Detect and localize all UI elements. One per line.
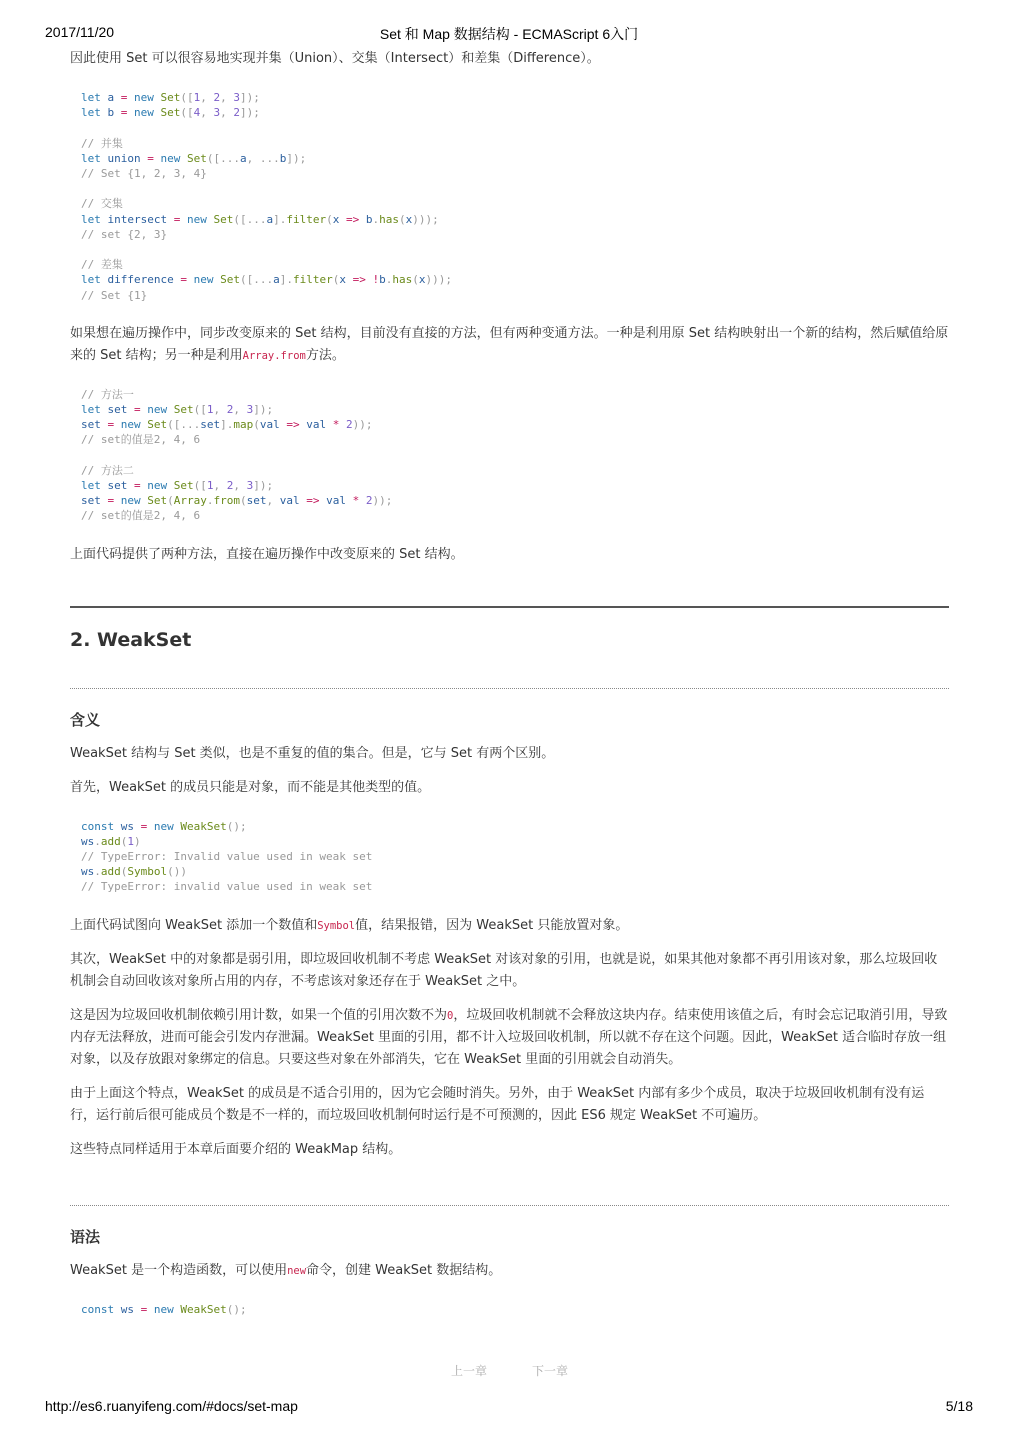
print-page-number: 5/18: [945, 1398, 973, 1414]
paragraph-ws5-text-b: ，垃圾回收机制就不会释放这块内存。结束使用该值之后，有时会忘记取消引用，导致内存无法释放，进而可能会引发内存泄漏。WeakSet 里面的引用，都不计入垃圾回收机制，所以就不存在这个问题。因此，WeakSet 适合临时存放一组对象，以及存放跟对象绑定的信息。只要这些对象在外部消失，它在 WeakSet 里面的引用就会自动消失。: [70, 1007, 948, 1067]
code-block-set-ops: [70, 90, 949, 303]
code-line: // 交集: [81, 197, 123, 211]
chapter-pager: [0, 1362, 1018, 1380]
code-block-weakset-errors: [70, 819, 949, 895]
code-block-map-set: [70, 387, 949, 524]
print-url: http://es6.ruanyifeng.com/#docs/set-map: [45, 1398, 298, 1414]
code-line: // set的值是2, 4, 6: [81, 509, 201, 523]
paragraph-syntax-text-a: WeakSet 是一个构造函数，可以使用: [70, 1262, 288, 1278]
code-line: // 方法二: [81, 463, 134, 477]
code-line: // Set {1, 2, 3, 4}: [81, 167, 207, 181]
prev-chapter-link[interactable]: 上一章: [451, 1364, 488, 1378]
code-line: let b = new Set([4, 3, 2]);: [81, 106, 260, 120]
code-line: set = new Set([...set].map(val => val * 2));: [81, 418, 373, 432]
code-line: ws.add(Symbol()): [81, 865, 187, 879]
code-line: let a = new Set([1, 2, 3]);: [81, 91, 260, 104]
code-line: let union = new Set([...a, ...b]);: [81, 151, 307, 165]
code-line: ws.add(1): [81, 834, 141, 848]
paragraph-ws3: [70, 915, 949, 937]
code-line: // Set {1}: [81, 288, 148, 302]
code-line: // set的值是2, 4, 6: [81, 433, 201, 447]
paragraph-two-methods: 上面代码提供了两种方法，直接在遍历操作中改变原来的 Set 结构。: [70, 546, 464, 562]
print-footer: [0, 1396, 1018, 1416]
code-line: let intersect = new Set([...a].filter(x => b.has(x)));: [81, 212, 439, 226]
code-line: let difference = new Set([...a].filter(x => !b.has(x)));: [81, 273, 452, 287]
code-line: set = new Set(Array.from(set, val => val * 2));: [81, 494, 393, 508]
paragraph-sync-text-b: 方法。: [305, 347, 345, 363]
article-content: [70, 48, 949, 1337]
code-line: const ws = new WeakSet();: [81, 819, 247, 833]
code-line: // 差集: [81, 258, 123, 272]
paragraph-ws3-text-b: 值，结果报错，因为 WeakSet 只能放置对象。: [355, 917, 629, 933]
section-divider: [70, 606, 949, 608]
next-chapter-link[interactable]: 下一章: [532, 1364, 569, 1378]
paragraph-syntax: [70, 1260, 949, 1282]
paragraph-ws2: 首先，WeakSet 的成员只能是对象，而不能是其他类型的值。: [70, 779, 431, 795]
print-title: Set 和 Map 数据结构 - ECMAScript 6入门: [379, 26, 639, 42]
code-line: // 方法一: [81, 387, 134, 401]
inline-code-new: new: [287, 1264, 307, 1277]
paragraph-intro: 因此使用 Set 可以很容易地实现并集（Union）、交集（Intersect）和差集（Difference）。: [70, 51, 600, 66]
code-line: const ws = new WeakSet();: [81, 1302, 247, 1316]
code-line: // set {2, 3}: [81, 227, 168, 241]
inline-code-array-from: Array.from: [242, 349, 306, 362]
paragraph-ws1: WeakSet 结构与 Set 类似，也是不重复的值的集合。但是，它与 Set 有两个区别。: [70, 745, 555, 761]
code-line: // 并集: [81, 136, 123, 150]
paragraph-ws3-text-a: 上面代码试图向 WeakSet 添加一个数值和: [70, 917, 318, 933]
print-header: [0, 22, 1018, 42]
paragraph-ws5: [70, 1005, 949, 1071]
paragraph-ws4: 其次，WeakSet 中的对象都是弱引用，即垃圾回收机制不考虑 WeakSet 对该对象的引用，也就是说，如果其他对象都不再引用该对象，那么垃圾回收机制会自动回收该对象所占用的内存，不考虑该对象还存在于 WeakSet 之中。: [70, 951, 938, 989]
code-line: // TypeError: invalid value used in weak set: [81, 880, 373, 894]
inline-code-zero: 0: [447, 1009, 454, 1022]
paragraph-syntax-text-b: 命令，创建 WeakSet 数据结构。: [306, 1262, 502, 1278]
code-line: let set = new Set([1, 2, 3]);: [81, 403, 274, 417]
paragraph-ws5-text-a: 这是因为垃圾回收机制依赖引用计数，如果一个值的引用次数不为: [70, 1007, 448, 1023]
heading-meaning: 含义: [70, 710, 101, 729]
inline-code-symbol: Symbol: [317, 919, 356, 932]
heading-weakset: 2. WeakSet: [70, 628, 192, 651]
subsection-divider-meaning: [70, 688, 949, 689]
heading-syntax: 语法: [70, 1227, 101, 1246]
code-block-weakset-new: [70, 1302, 949, 1317]
subsection-divider-syntax: [70, 1205, 949, 1206]
print-date: 2017/11/20: [45, 24, 115, 40]
code-line: // TypeError: Invalid value used in weak set: [81, 850, 373, 864]
paragraph-sync-text-a: 如果想在遍历操作中，同步改变原来的 Set 结构，目前没有直接的方法，但有两种变通方法。一种是利用原 Set 结构映射出一个新的结构，然后赋值给原来的 Set 结构；另一种是利用: [70, 325, 949, 363]
paragraph-ws7: 这些特点同样适用于本章后面要介绍的 WeakMap 结构。: [70, 1141, 402, 1157]
code-line: let set = new Set([1, 2, 3]);: [81, 479, 274, 493]
paragraph-sync: [70, 323, 949, 367]
paragraph-ws6: 由于上面这个特点，WeakSet 的成员是不适合引用的，因为它会随时消失。另外，由于 WeakSet 内部有多少个成员，取决于垃圾回收机制有没有运行，运行前后很可能成员个数是不一样的，而垃圾回收机制何时运行是不可预测的，因此 ES6 规定 WeakSet 不可遍历。: [70, 1085, 925, 1123]
